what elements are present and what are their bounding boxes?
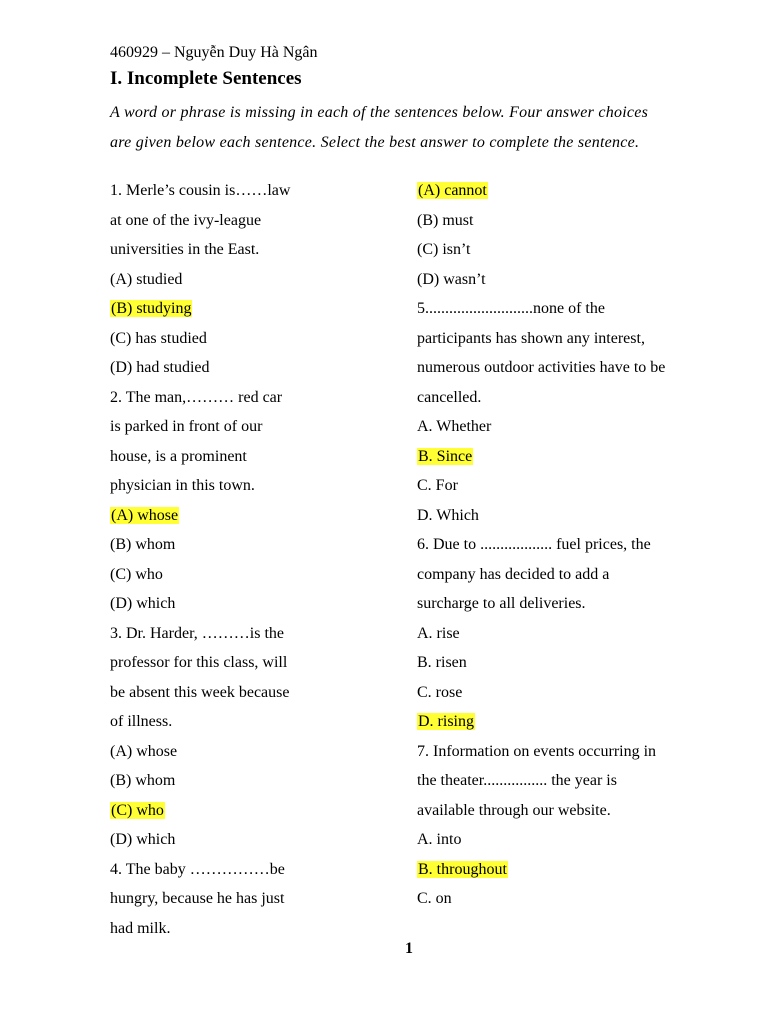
question-line	[417, 589, 717, 619]
question-line	[417, 796, 717, 826]
highlighted-answer: (A) whose	[111, 506, 179, 524]
line-text: (D) wasn’t	[417, 270, 486, 288]
highlighted-answer: D. rising	[418, 713, 474, 730]
instructions	[110, 98, 710, 158]
question-line	[110, 766, 370, 796]
answer-line-selected	[110, 501, 370, 531]
question-line	[110, 442, 370, 472]
right-column	[417, 176, 717, 914]
question-line	[110, 737, 370, 767]
question-line	[110, 619, 370, 649]
highlighted-answer: (C) who	[111, 801, 164, 819]
answer-line-selected	[417, 707, 717, 737]
line-text: had milk.	[110, 919, 171, 937]
question-line	[417, 294, 717, 324]
question-line	[110, 884, 370, 914]
question-line	[110, 206, 370, 236]
line-text: 4. The baby ……………be	[110, 860, 285, 878]
line-text: C. For	[417, 477, 458, 494]
line-text: (C) isn’t	[417, 241, 471, 258]
question-line	[417, 265, 717, 295]
question-line	[110, 353, 370, 383]
question-line	[110, 235, 370, 265]
question-line	[417, 324, 717, 354]
question-line	[417, 471, 717, 501]
line-text: participants has shown any interest,	[417, 329, 645, 347]
line-text: house, is a prominent	[110, 447, 247, 465]
question-line	[110, 265, 370, 295]
answer-line-selected	[417, 176, 717, 206]
question-line	[417, 737, 717, 767]
line-text: A. into	[417, 831, 462, 848]
highlighted-answer: (B) studying	[111, 300, 192, 317]
line-text: A. rise	[417, 624, 460, 642]
line-text: hungry, because he has just	[110, 890, 285, 907]
line-text: physician in this town.	[110, 477, 255, 494]
highlighted-answer: (A) cannot	[418, 182, 487, 199]
line-text: (C) has studied	[110, 329, 207, 347]
line-text: (D) had studied	[110, 359, 210, 376]
line-text: (A) whose	[110, 742, 178, 760]
line-text: company has decided to add a	[417, 565, 610, 583]
question-line	[110, 471, 370, 501]
question-line	[110, 324, 370, 354]
line-text: 1. Merle’s cousin is……law	[110, 182, 291, 199]
line-text: 6. Due to .................. fuel prices, the	[417, 536, 651, 553]
question-line	[417, 678, 717, 708]
question-line	[417, 412, 717, 442]
line-text: surcharge to all deliveries.	[417, 595, 586, 612]
left-column	[110, 176, 370, 943]
line-text: 7. Information on events occurring in	[417, 742, 657, 760]
question-line	[110, 855, 370, 885]
line-text: is parked in front of our	[110, 418, 263, 435]
page-number: 1	[405, 940, 413, 957]
question-line	[417, 235, 717, 265]
question-line	[110, 176, 370, 206]
line-text: 3. Dr. Harder, ………is the	[110, 624, 284, 642]
question-line	[110, 648, 370, 678]
question-line	[110, 678, 370, 708]
question-line	[417, 530, 717, 560]
instructions-line: are given below each sentence. Select the best answer to complete the sentence.	[110, 134, 640, 151]
line-text: (D) which	[110, 831, 176, 848]
line-text: at one of the ivy-league	[110, 211, 262, 229]
line-text: (B) whom	[110, 772, 176, 789]
line-text: 2. The man,……… red car	[110, 388, 283, 406]
question-line	[417, 206, 717, 236]
question-line	[110, 530, 370, 560]
line-text: professor for this class, will	[110, 654, 288, 671]
question-line	[417, 383, 717, 413]
line-text: (C) who	[110, 565, 163, 583]
answer-line-selected	[417, 442, 717, 472]
question-line	[417, 501, 717, 531]
question-line	[417, 884, 717, 914]
question-line	[110, 914, 370, 944]
line-text: D. Which	[417, 506, 479, 524]
line-text: universities in the East.	[110, 241, 260, 258]
question-line	[110, 707, 370, 737]
line-text: (A) studied	[110, 270, 183, 288]
line-text: 5...........................none of the	[417, 300, 605, 317]
line-text: numerous outdoor activities have to be	[417, 359, 666, 376]
question-line	[110, 412, 370, 442]
line-text: (B) must	[417, 211, 474, 229]
answer-line-selected	[110, 796, 370, 826]
question-line	[110, 589, 370, 619]
question-line	[110, 825, 370, 855]
question-line	[417, 353, 717, 383]
question-line	[417, 560, 717, 590]
line-text: A. Whether	[417, 418, 492, 435]
line-text: B. risen	[417, 654, 467, 671]
line-text: (D) which	[110, 595, 176, 612]
line-text: (B) whom	[110, 536, 176, 553]
question-line	[417, 619, 717, 649]
question-line	[110, 560, 370, 590]
line-text: C. rose	[417, 683, 463, 701]
line-text: of illness.	[110, 713, 173, 730]
section-title: I. Incomplete Sentences	[110, 68, 302, 89]
question-line	[417, 825, 717, 855]
question-line	[417, 766, 717, 796]
highlighted-answer: B. Since	[418, 447, 473, 465]
line-text: cancelled.	[417, 388, 482, 406]
highlighted-answer: B. throughout	[418, 860, 507, 878]
line-text: be absent this week because	[110, 683, 290, 701]
answer-line-selected	[110, 294, 370, 324]
line-text: available through our website.	[417, 801, 611, 819]
answer-line-selected	[417, 855, 717, 885]
question-line	[110, 383, 370, 413]
student-id-name: 460929 – Nguyễn Duy Hà Ngân	[110, 44, 318, 61]
question-line	[417, 648, 717, 678]
line-text: the theater................ the year is	[417, 772, 617, 789]
instructions-line: A word or phrase is missing in each of the sentences below. Four answer choices	[110, 104, 649, 121]
line-text: C. on	[417, 890, 452, 907]
